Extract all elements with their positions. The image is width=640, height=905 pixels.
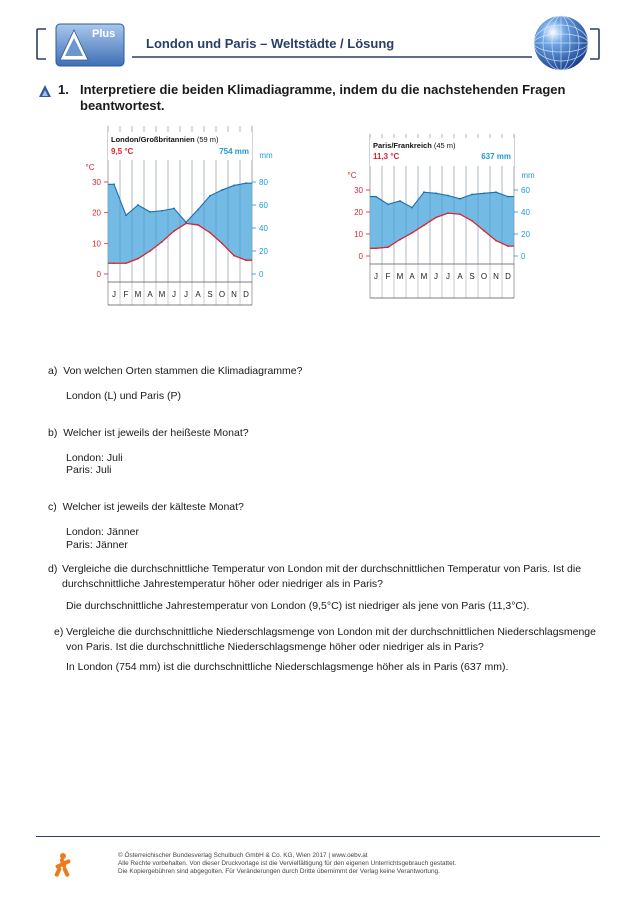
temperature-point: [221, 242, 223, 244]
precip-tick-label: 0: [521, 252, 526, 261]
task-number: 1.: [58, 82, 69, 97]
precip-unit-label: mm: [259, 151, 273, 160]
month-label: A: [195, 290, 201, 299]
station-name: [373, 141, 456, 150]
answer-d: Die durchschnittliche Jahrestemperatur von London (9,5°C) ist niedriger als jene von Paris (11,3°C).: [66, 600, 530, 612]
month-label: N: [493, 272, 499, 281]
temperature-point: [507, 245, 509, 247]
climate-chart-paris: [342, 128, 562, 303]
precip-tick-label: 20: [259, 247, 268, 256]
month-label: J: [184, 290, 188, 299]
plus-logo: [54, 22, 126, 68]
footer-line-2: Alle Rechte vorbehalten. Von dieser Druckvorlage ist die Vervielfältigung für den eigenen Unterrichtsgebrauch gestattet.: [118, 860, 457, 867]
temp-tick-label: 0: [96, 270, 101, 279]
month-label: J: [112, 290, 116, 299]
question-a: [48, 364, 302, 379]
question-c-label: c): [48, 501, 57, 513]
footer-divider: [36, 836, 600, 837]
precipitation-point: [399, 200, 401, 202]
month-label: A: [409, 272, 415, 281]
precipitation-point: [113, 183, 115, 185]
station-elevation: (59 m): [194, 135, 219, 144]
precip-tick-label: 40: [521, 208, 530, 217]
precip-tick-label: 60: [259, 201, 268, 210]
precip-tick-label: 80: [259, 178, 268, 187]
temperature-point: [495, 240, 497, 242]
question-d: [48, 562, 608, 592]
temperature-point: [161, 241, 163, 243]
climate-chart-london: [80, 120, 300, 315]
question-a-text: Von welchen Orten stammen die Klimadiagramme?: [63, 365, 303, 377]
precipitation-point: [149, 211, 151, 213]
answer-b-paris: Paris: Juli: [66, 464, 112, 476]
precipitation-point: [483, 192, 485, 194]
question-a-label: a): [48, 365, 58, 377]
precipitation-point: [233, 185, 235, 187]
footer-line-1: © Österreichischer Bundesverlag Schulbuch GmbH & Co. KG, Wien 2017 | www.oebv.at: [118, 852, 368, 859]
question-d-text: Vergleiche die durchschnittliche Temperatur von London mit der durchschnittlichen Temperatur von Paris. Ist die durchschnittliche Jahrestemperatur höher oder niedriger als in Paris?: [62, 563, 582, 590]
month-label: S: [207, 290, 213, 299]
temperature-point: [137, 258, 139, 260]
temperature-point: [411, 232, 413, 234]
month-label: O: [480, 272, 488, 281]
precip-tick-label: 60: [521, 186, 530, 195]
annual-temperature: 9,5 °C: [111, 147, 134, 156]
temperature-point: [423, 224, 425, 226]
precipitation-point: [375, 196, 377, 198]
precipitation-point: [161, 210, 163, 212]
footer-copyright: [118, 852, 456, 876]
annual-precipitation: 754 mm: [219, 147, 249, 156]
temp-tick-label: 30: [354, 186, 363, 195]
precip-tick-label: 40: [259, 224, 268, 233]
temperature-point: [209, 232, 211, 234]
temperature-point: [387, 246, 389, 248]
temperature-point: [245, 259, 247, 261]
logo-text: Plus: [92, 28, 116, 40]
task-triangle-icon: [38, 84, 52, 98]
month-label: J: [434, 272, 438, 281]
precipitation-point: [471, 194, 473, 196]
temperature-point: [125, 262, 127, 264]
month-label: M: [134, 290, 142, 299]
globe-icon: [532, 14, 590, 72]
station-elevation: (45 m): [431, 141, 456, 150]
question-b: [48, 426, 249, 441]
answer-b-london: London: Juli: [66, 452, 123, 464]
temp-tick-label: 30: [92, 178, 101, 187]
month-label: M: [158, 290, 166, 299]
precipitation-point: [435, 192, 437, 194]
month-label: S: [469, 272, 475, 281]
month-label: D: [243, 290, 249, 299]
temperature-point: [471, 220, 473, 222]
publisher-logo-icon: [52, 852, 74, 878]
precipitation-point: [245, 182, 247, 184]
temperature-point: [173, 230, 175, 232]
month-label: F: [385, 272, 391, 281]
temp-tick-label: 20: [354, 208, 363, 217]
month-label: J: [446, 272, 450, 281]
station-name-text: London/Großbritannien: [111, 135, 195, 144]
temp-unit-label: °C: [85, 163, 95, 172]
month-label: D: [505, 272, 511, 281]
precipitation-point: [125, 214, 127, 216]
temperature-point: [435, 217, 437, 219]
temp-tick-label: 10: [92, 239, 101, 249]
month-label: A: [147, 290, 153, 299]
precipitation-point: [197, 209, 199, 211]
question-b-label: b): [48, 427, 58, 439]
temp-tick-label: 20: [92, 208, 101, 218]
precipitation-point: [185, 221, 187, 223]
answer-e: In London (754 mm) ist die durchschnittliche Niederschlagsmenge höher als in Paris (637 mm).: [66, 661, 509, 673]
question-c-text: Welcher ist jeweils der kälteste Monat?: [62, 501, 244, 513]
precip-tick-label: 0: [259, 270, 264, 279]
month-label: A: [457, 272, 463, 281]
month-label: M: [396, 272, 404, 281]
precipitation-point: [495, 191, 497, 193]
question-b-text: Welcher ist jeweils der heißeste Monat?: [63, 427, 249, 439]
temperature-point: [197, 224, 199, 226]
precipitation-point: [447, 195, 449, 197]
temperature-point: [113, 262, 115, 264]
month-label: O: [218, 290, 226, 299]
temperature-point: [459, 213, 461, 215]
temperature-point: [149, 250, 151, 252]
precipitation-point: [387, 203, 389, 205]
question-e: [54, 625, 606, 655]
footer-line-3: Die Kopiergebühren sind abgegolten. Für Veränderungen durch Dritte übernimmt der Verlag keine Verantwortung.: [118, 868, 440, 875]
temp-tick-label: 10: [354, 230, 363, 239]
temperature-point: [399, 239, 401, 241]
page-title: London und Paris – Weltstädte / Lösung: [146, 36, 395, 51]
precipitation-point: [209, 195, 211, 197]
precip-tick-label: 20: [521, 230, 530, 239]
annual-precipitation: 637 mm: [481, 152, 511, 161]
answer-c-london: London: Jänner: [66, 526, 139, 538]
question-d-label: d): [48, 563, 58, 575]
precipitation-point: [423, 191, 425, 193]
month-label: J: [172, 290, 176, 299]
precipitation-point: [221, 189, 223, 191]
temperature-point: [375, 247, 377, 249]
task-instruction: Interpretiere die beiden Klimadiagramme, indem du die nachstehenden Fragen beantwortest.: [80, 82, 566, 113]
temp-tick-label: 0: [358, 252, 363, 261]
station-name-text: Paris/Frankreich: [373, 141, 432, 150]
temperature-point: [483, 230, 485, 232]
temperature-point: [447, 212, 449, 214]
month-label: N: [231, 290, 237, 299]
precipitation-point: [459, 198, 461, 200]
precipitation-point: [137, 204, 139, 206]
precipitation-point: [411, 207, 413, 209]
station-name: [111, 135, 219, 144]
temperature-point: [233, 255, 235, 257]
temp-unit-label: °C: [347, 171, 357, 180]
precip-unit-label: mm: [521, 171, 535, 180]
question-c: [48, 500, 244, 515]
precipitation-point: [507, 196, 509, 198]
answer-a: London (L) und Paris (P): [66, 390, 181, 402]
month-label: M: [420, 272, 428, 281]
month-label: J: [374, 272, 378, 281]
question-e-text: Vergleiche die durchschnittliche Niederschlagsmenge von London mit der durchschnittlichen Niederschlagsmenge von Paris. Ist die durchschnittliche Niederschlagsmenge höher oder niedriger als in Paris?: [66, 626, 596, 653]
question-e-label: e): [54, 626, 64, 638]
month-label: F: [123, 290, 129, 299]
precipitation-point: [173, 208, 175, 210]
answer-c-paris: Paris: Jänner: [66, 539, 128, 551]
annual-temperature: 11,3 °C: [373, 152, 400, 161]
